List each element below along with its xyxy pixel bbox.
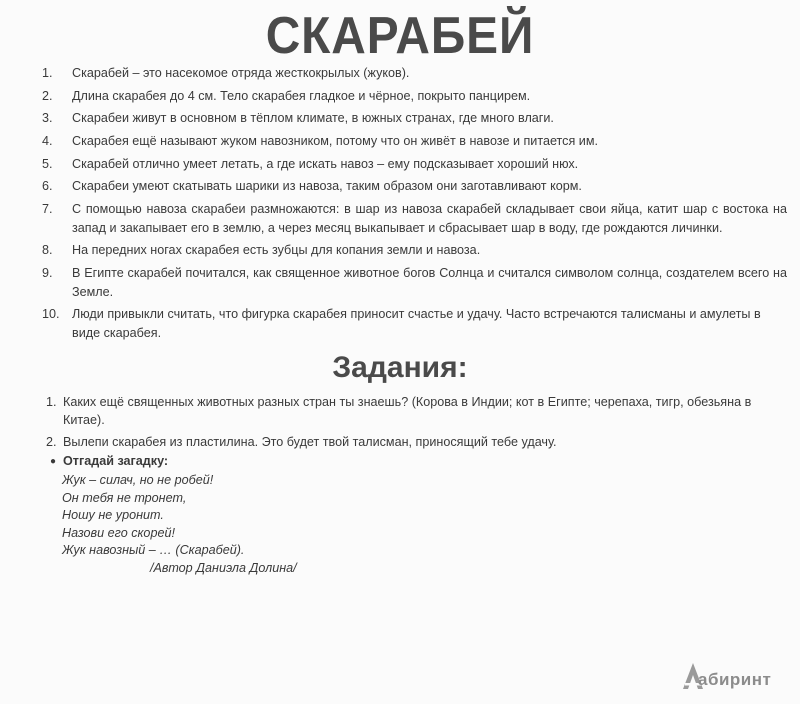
item-text: Скарабея ещё называют жуком навозником, потому что он живёт в навозе и питается им. xyxy=(72,134,598,149)
poem-line: Жук навозный – … (Скарабей). xyxy=(62,543,245,558)
poem-line: Жук – силач, но не робей! xyxy=(62,473,214,487)
item-number: 10. xyxy=(42,307,60,322)
item-number: 8. xyxy=(42,243,53,258)
bullet-icon: ● xyxy=(50,456,57,467)
item-number: 1. xyxy=(42,66,53,80)
item-number: 2. xyxy=(46,435,57,449)
item-number: 5. xyxy=(42,156,53,171)
riddle-poem xyxy=(62,472,297,578)
list-item xyxy=(42,132,787,151)
list-item xyxy=(42,241,787,260)
facts-list xyxy=(42,64,787,346)
item-number: 7. xyxy=(42,202,53,217)
labirint-watermark xyxy=(682,660,792,694)
list-item xyxy=(42,87,787,106)
tasks-heading: Задания: xyxy=(332,351,468,384)
item-number: 9. xyxy=(42,266,53,280)
item-text: Каких ещё священных животных разных стран ты знаешь? (Корова в Индии; кот в Египте; черепаха, тигр, обезьяна в Китае). xyxy=(63,395,752,427)
item-number: 4. xyxy=(42,134,53,149)
list-item xyxy=(42,64,787,83)
item-number: 2. xyxy=(42,88,53,103)
riddle-heading-text: Отгадай загадку: xyxy=(63,454,169,468)
list-item xyxy=(42,177,787,196)
item-text: Вылепи скарабея из пластилина. Это будет твой талисман, приносящий тебе удачу. xyxy=(63,435,557,449)
list-item xyxy=(42,109,787,128)
tasks-list xyxy=(46,393,786,455)
item-text: Скарабей – это насекомое отряда жесткокрылых (жуков). xyxy=(72,66,410,80)
item-text: Длина скарабея до 4 см. Тело скарабея гладкое и чёрное, покрыто панцирем. xyxy=(72,88,531,103)
list-item xyxy=(42,305,787,342)
item-number: 6. xyxy=(42,179,53,194)
item-text: С помощью навоза скарабеи размножаются: в шар из навоза скарабей складывает свои яйца, катит шар с востока на запад и закапывает его в землю, а через месяц выкапывает и сбрасывает шар в воду, где рождаются личинки. xyxy=(72,202,787,235)
list-item xyxy=(46,433,786,451)
riddle-heading xyxy=(50,454,168,468)
page-title: СКАРАБЕЙ xyxy=(265,7,535,65)
poem-author: /Автор Даниэла Долина/ xyxy=(150,560,297,575)
item-text: Скарабей отлично умеет летать, а где искать навоз – ему подсказывает хороший нюх. xyxy=(72,156,579,171)
watermark-text: абиринт xyxy=(698,670,772,689)
list-item xyxy=(42,264,787,301)
item-number: 1. xyxy=(46,395,57,409)
item-text: Скарабеи умеют скатывать шарики из навоза, таким образом они заготавливают корм. xyxy=(72,179,582,194)
list-item xyxy=(42,200,787,237)
list-item xyxy=(42,155,787,174)
poem-line: Ношу не уронит. xyxy=(62,508,164,523)
item-text: Скарабеи живут в основном в тёплом климате, в южных странах, где много влаги. xyxy=(72,111,554,126)
item-number: 3. xyxy=(42,111,53,126)
poem-line: Назови его скорей! xyxy=(62,525,175,540)
item-text: В Египте скарабей почитался, как священное животное богов Солнца и считался символом солнца, создателем всего на Земле. xyxy=(72,266,787,299)
item-text: Люди привыкли считать, что фигурка скарабея приносит счастье и удачу. Часто встречаются талисманы и амулеты в виде скарабея. xyxy=(72,307,761,340)
list-item xyxy=(46,393,786,429)
poem-line: Он тебя не тронет, xyxy=(62,490,187,505)
item-text: На передних ногах скарабея есть зубцы для копания земли и навоза. xyxy=(72,243,481,258)
